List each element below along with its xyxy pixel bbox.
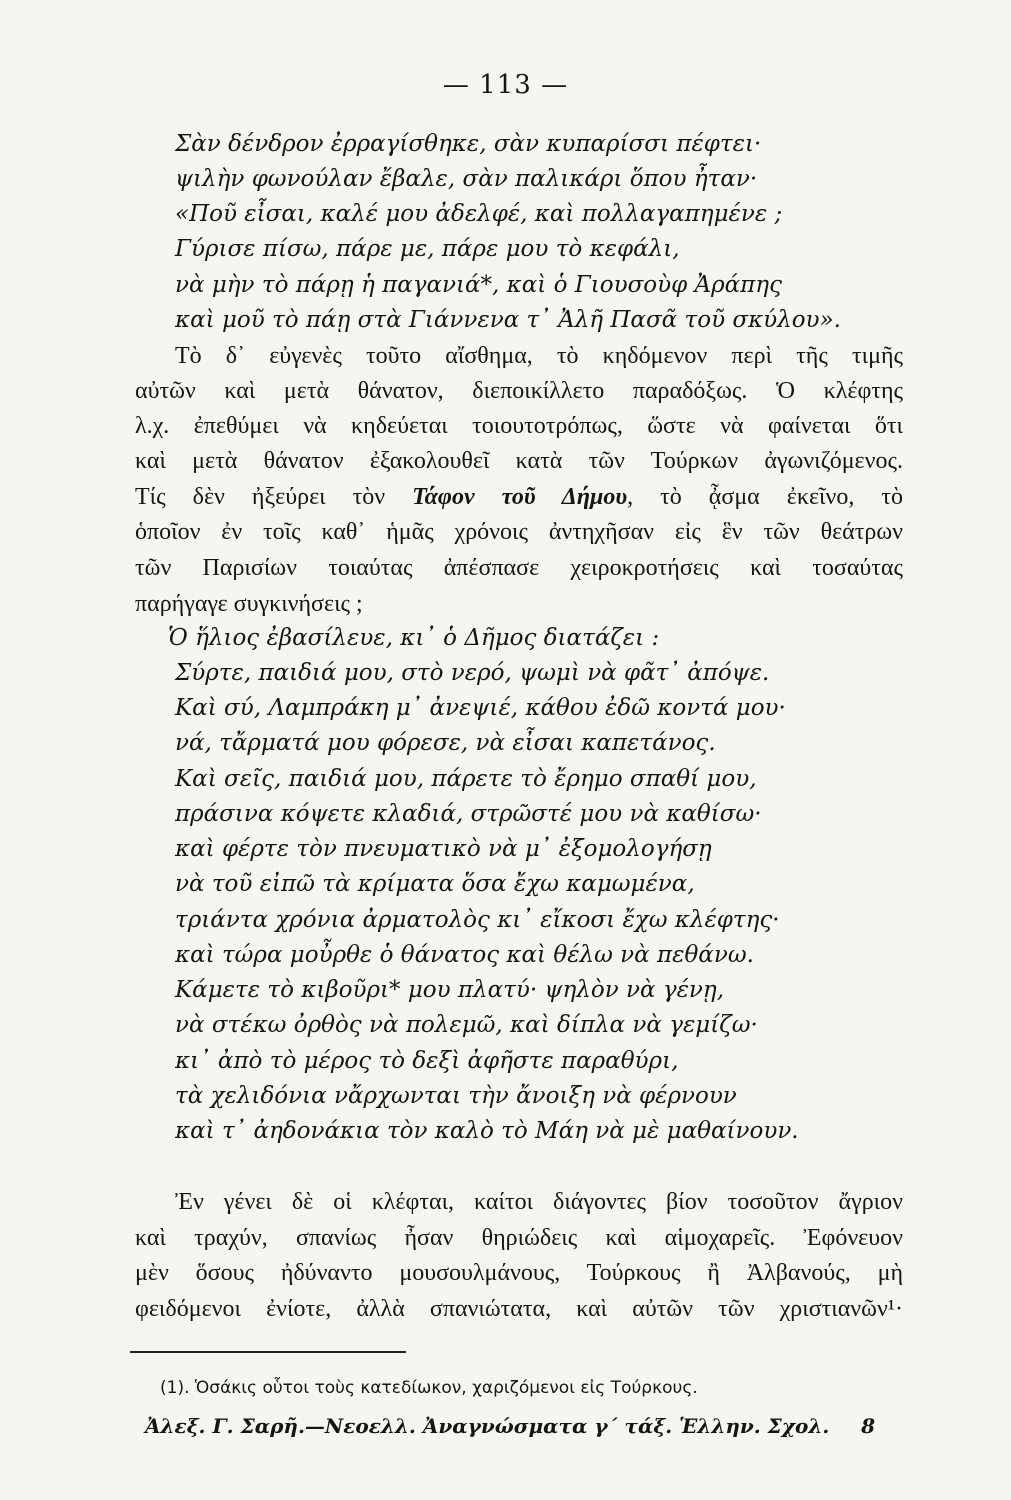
line-text: , τὸ ᾆσμα ἐκεῖνο, τὸ	[627, 484, 903, 510]
paragraph-line: καὶ μετὰ θάνατον ἐξακολουθεῖ κατὰ τῶν Τούρκων ἀγωνιζόμενος.	[135, 448, 903, 474]
verse-line: καὶ τ᾿ ἀηδονάκια τὸν καλὸ τὸ Μάη νὰ μὲ μαθαίνουν.	[175, 1118, 799, 1144]
footnote-rule	[130, 1351, 406, 1353]
paragraph-line: ὁποῖον ἐν τοῖς καθ᾿ ἡμᾶς χρόνοις ἀντηχῆσαν εἰς ἓν τῶν θεάτρων	[135, 519, 903, 545]
paragraph-line: αὐτῶν καὶ μετὰ θάνατον, διεποικίλλετο παραδόξως. Ὁ κλέφτης	[135, 378, 903, 404]
paragraph-line: τῶν Παρισίων τοιαύτας ἀπέσπασε χειροκροτήσεις καὶ τοσαύτας	[135, 555, 903, 581]
paragraph-line: Ἐν γένει δὲ οἱ κλέφται, καίτοι διάγοντες βίον τοσοῦτον ἄγριον	[175, 1189, 903, 1215]
song-title: Τάφον τοῦ Δήμου	[412, 484, 628, 510]
verse-line: νά, τἄρματά μου φόρεσε, νὰ εἶσαι καπετάνος.	[175, 730, 716, 756]
verse-line: ψιλὴν φωνούλαν ἔβαλε, σὰν παλικάρι ὅπου ἦταν·	[175, 166, 758, 192]
footnote: (1). Ὁσάκις οὗτοι τοὺς κατεδίωκον, χαριζόμενοι εἰς Τούρκους.	[160, 1378, 698, 1398]
verse-line: Καὶ σεῖς, παιδιά μου, πάρετε τὸ ἔρημο σπαθί μου,	[175, 766, 757, 792]
verse-line: Ὁ ἥλιος ἐβασίλευε, κι᾿ ὁ Δῆμος διατάζει :	[168, 625, 660, 651]
paragraph-line-with-title	[135, 481, 903, 513]
verse-line: καὶ φέρτε τὸν πνευματικὸ νὰ μ᾿ ἐξομολογήσῃ	[175, 836, 712, 862]
verse-line: καὶ τώρα μοὖρθε ὁ θάνατος καὶ θέλω νὰ πεθάνω.	[175, 942, 754, 968]
book-reference: Ἀλεξ. Γ. Σαρῆ.—Νεοελλ. Ἀναγνώσματα γ´ τάξ. Ἑλλην. Σχολ.	[145, 1414, 830, 1438]
verse-line: τριάντα χρόνια ἀρματολὸς κι᾿ εἴκοσι ἔχω κλέφτης·	[175, 907, 780, 933]
signature-line	[145, 1414, 875, 1438]
verse-line: πράσινα κόψετε κλαδιά, στρῶστέ μου νὰ καθίσω·	[175, 801, 762, 827]
verse-line: νὰ τοῦ εἰπῶ τὰ κρίματα ὅσα ἔχω καμωμένα,	[175, 871, 695, 897]
paragraph-line: Τὸ δ᾿ εὐγενὲς τοῦτο αἴσθημα, τὸ κηδόμενον περὶ τῆς τιμῆς	[175, 343, 903, 369]
paragraph-line: καὶ τραχύν, σπανίως ἦσαν θηριώδεις καὶ αἱμοχαρεῖς. Ἐφόνευον	[135, 1225, 903, 1251]
verse-line: νὰ στέκω ὀρθὸς νὰ πολεμῶ, καὶ δίπλα νὰ γεμίζω·	[175, 1012, 758, 1038]
paragraph-line: μὲν ὅσους ἠδύναντο μουσουλμάνους, Τούρκους ἢ Ἀλβανούς, μὴ	[135, 1260, 903, 1286]
verse-line: κι᾿ ἀπὸ τὸ μέρος τὸ δεξὶ ἀφῆστε παραθύρι,	[175, 1048, 679, 1074]
sheet-number: 8	[861, 1414, 875, 1438]
verse-line: Σὰν δένδρον ἐρραγίσθηκε, σὰν κυπαρίσσι πέφτει·	[175, 131, 762, 157]
verse-line: Καὶ σύ, Λαμπράκη μ᾿ ἀνεψιέ, κάθου ἐδῶ κοντά μου·	[175, 695, 786, 721]
verse-line: Γύρισε πίσω, πάρε με, πάρε μου τὸ κεφάλι,	[175, 236, 680, 262]
verse-line: «Ποῦ εἶσαι, καλέ μου ἀδελφέ, καὶ πολλαγαπημένε ;	[175, 201, 783, 227]
paragraph-line: λ.χ. ἐπεθύμει νὰ κηδεύεται τοιουτοτρόπως, ὥστε νὰ φαίνεται ὅτι	[135, 413, 903, 439]
paragraph-line: φειδόμενοι ἐνίοτε, ἀλλὰ σπανιώτατα, καὶ αὐτῶν τῶν χριστιανῶν¹·	[135, 1296, 903, 1322]
verse-line: νὰ μὴν τὸ πάρῃ ἡ παγανιά*, καὶ ὁ Γιουσοὺφ Ἀράπης	[175, 272, 782, 298]
verse-line: καὶ μοῦ τὸ πάῃ στὰ Γιάννενα τ᾿ Ἀλῆ Πασᾶ τοῦ σκύλου».	[175, 307, 841, 333]
line-text: Τίς δὲν ἠξεύρει τὸν	[135, 484, 413, 510]
verse-line: Σύρτε, παιδιά μου, στὸ νερό, ψωμὶ νὰ φᾶτ᾿ ἀπόψε.	[175, 660, 770, 686]
verse-line: τὰ χελιδόνια νἄρχωνται τὴν ἄνοιξη νὰ φέρνουν	[175, 1083, 737, 1109]
page-number: — 113 —	[442, 70, 569, 100]
paragraph-line: παρήγαγε συγκινήσεις ;	[135, 591, 363, 617]
verse-line: Κάμετε τὸ κιβοῦρι* μου πλατύ· ψηλὸν νὰ γένῃ,	[175, 977, 725, 1003]
